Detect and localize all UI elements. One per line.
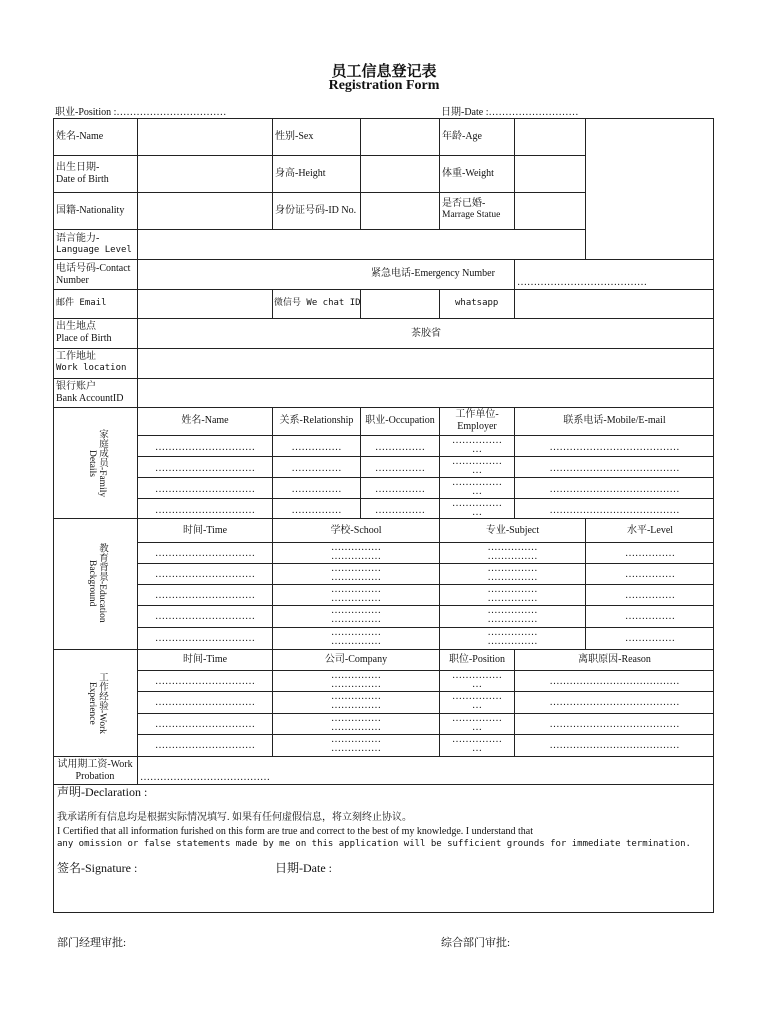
work-reason-field[interactable]: …………………………………	[549, 740, 680, 751]
family-occupation-field[interactable]: ……………	[375, 484, 425, 495]
wechat-label: 微信号 We chat ID	[274, 298, 361, 308]
education-subject-field-cont[interactable]: ……………	[487, 572, 538, 583]
education-section-label: 教育背景-Education Background	[87, 543, 107, 623]
probation-label-en: Probation	[75, 771, 115, 782]
family-header-occupation: 职业-Occupation	[365, 415, 435, 426]
family-employer-field[interactable]: ……………	[452, 456, 502, 467]
declaration-title: 声明-Declaration :	[57, 785, 148, 799]
education-time-field[interactable]: …………………………	[155, 569, 255, 580]
family-employer-field-cont[interactable]: …	[472, 507, 482, 518]
education-header-school: 学校-School	[330, 525, 382, 536]
work-reason-field[interactable]: …………………………………	[549, 719, 680, 730]
signature-date-label[interactable]: 日期-Date :	[275, 861, 332, 875]
dob-label-en: Date of Birth	[56, 174, 109, 185]
marriage-label-cn: 是否已婚-	[442, 198, 486, 209]
work-company-field[interactable]: ……………	[331, 691, 381, 702]
signature-label[interactable]: 签名-Signature :	[57, 861, 138, 875]
family-name-field[interactable]: …………………………	[155, 442, 255, 453]
work-position-field[interactable]: ……………	[452, 691, 502, 702]
education-level-field[interactable]: ……………	[625, 590, 675, 601]
education-school-field-cont[interactable]: ……………	[331, 636, 381, 647]
general-approval[interactable]: 综合部门审批:	[441, 937, 511, 949]
education-school-field[interactable]: ……………	[331, 584, 381, 595]
work-header-time: 时间-Time	[182, 654, 228, 665]
education-school-field-cont[interactable]: ……………	[331, 572, 381, 583]
family-contact-field[interactable]: …………………………………	[549, 484, 680, 495]
education-school-field[interactable]: ……………	[331, 627, 381, 638]
work-location-label-cn: 工作地址	[56, 351, 96, 362]
registration-form	[53, 118, 714, 913]
declaration-en-2: any omission or false statements made by me on this application will be sufficient grounds for immediate termination.	[57, 839, 691, 849]
work-header-reason: 离职原因-Reason	[578, 654, 651, 665]
work-section-label: 工作经验-Work Experience	[87, 671, 107, 735]
family-relationship-field[interactable]: ……………	[291, 463, 342, 474]
family-name-field[interactable]: …………………………	[155, 505, 255, 516]
education-header-time: 时间-Time	[182, 525, 228, 536]
family-employer-field[interactable]: ……………	[452, 498, 502, 509]
work-position-field-cont[interactable]: …	[472, 679, 482, 690]
email-label: 邮件 Email	[56, 298, 107, 308]
family-section-label: 家庭成员-Family Details	[87, 428, 107, 498]
dob-label-cn: 出生日期-	[56, 162, 100, 173]
education-subject-field-cont[interactable]: ……………	[487, 614, 538, 625]
age-label: 年龄-Age	[442, 131, 482, 142]
work-header-position: 职位-Position	[448, 654, 506, 665]
declaration-cn: 我承诺所有信息均是根据实际情况填写. 如果有任何虚假信息，将立刻终止协议。	[57, 812, 412, 823]
education-school-field[interactable]: ……………	[331, 563, 381, 574]
family-employer-field-cont[interactable]: …	[472, 465, 482, 476]
work-time-field[interactable]: …………………………	[155, 676, 255, 687]
work-reason-field[interactable]: …………………………………	[549, 697, 680, 708]
language-label-cn: 语言能力-	[56, 233, 100, 244]
work-position-field-cont[interactable]: …	[472, 722, 482, 733]
education-school-field-cont[interactable]: ……………	[331, 551, 381, 562]
phone-label-en: Number	[56, 275, 89, 286]
education-level-field[interactable]: ……………	[625, 611, 675, 622]
work-time-field[interactable]: …………………………	[155, 719, 255, 730]
emergency-label: 紧急电话-Emergency Number	[371, 268, 495, 279]
family-employer-field[interactable]: ……………	[452, 477, 502, 488]
position-field[interactable]: 职业-Position :……………………………	[55, 107, 227, 118]
education-subject-field[interactable]: ……………	[487, 605, 538, 616]
nationality-label: 国籍-Nationality	[56, 205, 125, 216]
education-subject-field[interactable]: ……………	[487, 563, 538, 574]
work-company-field[interactable]: ……………	[331, 713, 381, 724]
family-relationship-field[interactable]: ……………	[291, 442, 342, 453]
work-reason-field[interactable]: …………………………………	[549, 676, 680, 687]
education-level-field[interactable]: ……………	[625, 569, 675, 580]
height-label: 身高-Height	[275, 168, 326, 179]
education-level-field[interactable]: ……………	[625, 548, 675, 559]
work-position-field[interactable]: ……………	[452, 734, 502, 745]
family-employer-field[interactable]: ……………	[452, 435, 502, 446]
education-subject-field-cont[interactable]: ……………	[487, 593, 538, 604]
family-name-field[interactable]: …………………………	[155, 484, 255, 495]
name-label: 姓名-Name	[56, 131, 104, 142]
family-occupation-field[interactable]: ……………	[375, 442, 425, 453]
education-subject-field[interactable]: ……………	[487, 542, 538, 553]
education-level-field[interactable]: ……………	[625, 633, 675, 644]
date-field[interactable]: 日期-Date :………………………	[441, 107, 579, 118]
education-subject-field-cont[interactable]: ……………	[487, 636, 538, 647]
manager-approval[interactable]: 部门经理审批:	[57, 937, 127, 949]
title-en: Registration Form	[328, 78, 440, 93]
sex-label: 性别-Sex	[275, 131, 314, 142]
weight-label: 体重-Weight	[442, 168, 494, 179]
language-label-en: Language Level	[56, 245, 132, 255]
work-company-field-cont[interactable]: ……………	[331, 722, 381, 733]
education-header-level: 水平-Level	[626, 525, 674, 536]
family-occupation-field[interactable]: ……………	[375, 463, 425, 474]
family-header-employer-cn: 工作单位-	[455, 409, 499, 420]
probation-label-cn: 试用期工资-Work	[57, 759, 133, 770]
declaration-en-1: I Certified that all information furished on this form are true and correct to the best of my knowledge. I understand that	[57, 826, 533, 837]
title-cn: 员工信息登记表	[331, 64, 437, 80]
work-position-field[interactable]: ……………	[452, 670, 502, 681]
family-contact-field[interactable]: …………………………………	[549, 442, 680, 453]
bank-label-cn: 银行账户	[56, 381, 96, 392]
probation-value[interactable]: …………………………………	[140, 772, 270, 783]
work-header-company: 公司-Company	[324, 654, 388, 665]
pob-value[interactable]: 茶胶省	[411, 328, 441, 339]
education-time-field[interactable]: …………………………	[155, 611, 255, 622]
work-company-field-cont[interactable]: ……………	[331, 679, 381, 690]
work-company-field-cont[interactable]: ……………	[331, 700, 381, 711]
work-company-field[interactable]: ……………	[331, 734, 381, 745]
education-header-subject: 专业-Subject	[485, 525, 540, 536]
education-school-field[interactable]: ……………	[331, 542, 381, 553]
education-school-field[interactable]: ……………	[331, 605, 381, 616]
education-school-field-cont[interactable]: ……………	[331, 614, 381, 625]
id-label: 身份证号码-ID No.	[275, 205, 357, 216]
education-time-field[interactable]: …………………………	[155, 590, 255, 601]
family-contact-field[interactable]: …………………………………	[549, 505, 680, 516]
education-subject-field-cont[interactable]: ……………	[487, 551, 538, 562]
work-time-field[interactable]: …………………………	[155, 740, 255, 751]
pob-label-en: Place of Birth	[56, 333, 112, 344]
work-company-field[interactable]: ……………	[331, 670, 381, 681]
work-time-field[interactable]: …………………………	[155, 697, 255, 708]
family-employer-field-cont[interactable]: …	[472, 486, 482, 497]
family-header-employer-en: Employer	[457, 421, 497, 432]
family-header-relationship: 关系-Relationship	[279, 415, 354, 426]
family-employer-field-cont[interactable]: …	[472, 444, 482, 455]
work-position-field-cont[interactable]: …	[472, 743, 482, 754]
phone-label-cn: 电话号码-Contact	[56, 263, 131, 274]
work-location-label-en: Work location	[56, 363, 127, 373]
education-time-field[interactable]: …………………………	[155, 548, 255, 559]
pob-label-cn: 出生地点	[56, 321, 96, 332]
family-relationship-field[interactable]: ……………	[291, 505, 342, 516]
family-name-field[interactable]: …………………………	[155, 463, 255, 474]
family-contact-field[interactable]: …………………………………	[549, 463, 680, 474]
education-time-field[interactable]: …………………………	[155, 633, 255, 644]
emergency-value[interactable]: …………………………………	[517, 277, 647, 288]
family-occupation-field[interactable]: ……………	[375, 505, 425, 516]
whatsapp-label: whatsapp	[455, 298, 499, 308]
family-header-name: 姓名-Name	[181, 415, 229, 426]
bank-label-en: Bank AccountID	[56, 393, 124, 404]
marriage-label-en: Marrage Statue	[442, 210, 501, 220]
work-position-field[interactable]: ……………	[452, 713, 502, 724]
family-relationship-field[interactable]: ……………	[291, 484, 342, 495]
family-header-contact: 联系电话-Mobile/E-mail	[563, 415, 666, 426]
education-subject-field[interactable]: ……………	[487, 584, 538, 595]
work-company-field-cont[interactable]: ……………	[331, 743, 381, 754]
education-subject-field[interactable]: ……………	[487, 627, 538, 638]
education-school-field-cont[interactable]: ……………	[331, 593, 381, 604]
work-position-field-cont[interactable]: …	[472, 700, 482, 711]
